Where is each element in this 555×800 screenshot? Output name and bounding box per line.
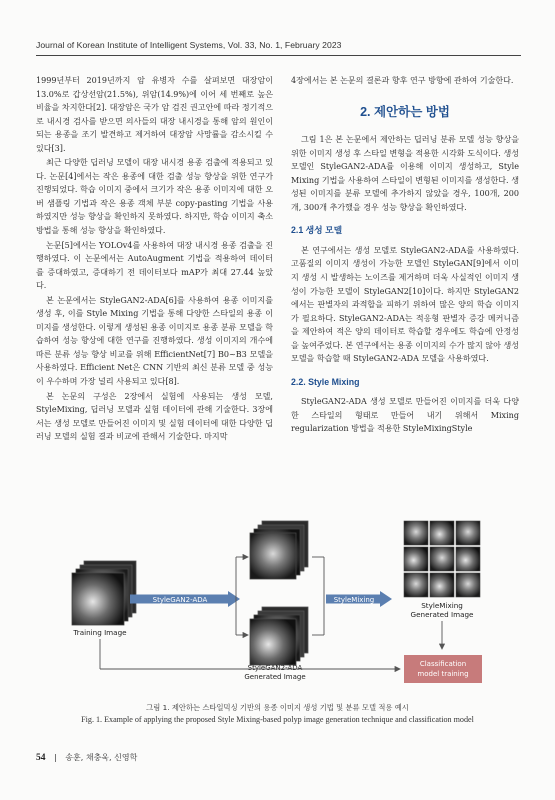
- classification-label-line1: Classification: [419, 660, 467, 668]
- stylemixing-image-grid: [404, 521, 480, 597]
- left-paragraph: 최근 다양한 딥러닝 모델이 대장 내시경 용종 검출에 적용되고 있다. 논문[4]에서는 작은 용종에 대한 검출 성능 향상을 위한 연구가 진행되었다. 학습 이미지 중에서 크기가 작은 용종 이미지에 대한 오버 샘플링 기법과 작은 용종 객체 부분 copy-pasting 기법을 사용하였지만 성능 향상을 확인하지 못하였다. 하지만, 학습 이미지 축소 방법을 통해 성능 향상을 확인하였다.: [36, 158, 273, 236]
- mixing-label-line2: Generated Image: [410, 610, 474, 619]
- generated-label-line1: StyleGAN2-ADA: [247, 664, 303, 672]
- footer-authors: 송훈, 채충욱, 신영학: [65, 753, 138, 762]
- page-number: 54: [36, 753, 46, 763]
- page-footer: 54 | 송훈, 채충욱, 신영학: [36, 753, 138, 763]
- subsection-paragraph: 본 연구에서는 생성 모델로 StyleGAN2-ADA를 사용하였다. 고품질의 이미지 생성이 가능한 모델인 StyleGAN[9]에서 이미지 생성 시 발생하는 노이즈를 제거하며 더욱 사실적인 이미지 생성이 가능한 모델이 StyleGAN2[10]이다. 하지만 StyleGAN2에서는 판별자의 과적합을 피하기 위하여 많은 양의 학습 이미지가 필요하다. StyleGAN2-ADA는 적응형 판별자 증강 메커니즘을 제안하여 적은 양의 데이터로 학습할 경우에도 학습에 안정성을 높여주었다. 본 연구에서는 용종 이미지의 수가 많지 않아 생성 모델을 학습할 때 StyleGAN2-ADA 모델을 사용하였다.: [291, 245, 519, 364]
- stylemixing-arrow-label: StyleMixing: [333, 596, 375, 604]
- training-image-label: Training Image: [73, 628, 127, 637]
- stylegan-arrow-label: StyleGAN2-ADA: [152, 596, 208, 604]
- figure-caption-english: Fig. 1. Example of applying the proposed Style Mixing-based polyp image generation technique and classification model: [81, 715, 474, 724]
- subsection-paragraph: StyleGAN2-ADA 생성 모델로 만들어진 이미지를 더욱 다양한 스타일의 형태로 만들어 내기 위해서 Mixing regularization 방법을 적용한 StyleMixingStyle: [291, 397, 519, 434]
- classification-label-line2: model training: [417, 670, 469, 678]
- left-paragraph: 본 논문에서는 StyleGAN2-ADA[6]를 사용하여 용종 이미지를 생성 후, 이를 Style Mixing 기법을 통해 다양한 스타일의 용종 이미지를 생성한다. 이렇게 생성된 용종 이미지로 용종 분류 모델을 학습하여 성능 향상에 대한 연구를 진행하였다. 생성 이미지의 개수에 따른 분류 성능 향상 비교를 위해 EfficientNet[7] B0~B3 모델을 사용하였다. Efficient Net은 CNN 기반의 최신 분류 모델 중 성능이 우수하며 가장 널리 사용되고 있다[8].: [36, 295, 273, 387]
- header-divider: [36, 55, 521, 56]
- left-column: [36, 74, 273, 445]
- generated-label-line2: Generated Image: [244, 673, 306, 681]
- figure-caption-korean: 그림 1. 제안하는 스타일믹싱 기반의 용종 이미지 생성 기법 및 분류 모델 적용 예시: [146, 703, 409, 712]
- left-paragraph: 1999년부터 2019년까지 암 유병자 수를 살펴보면 대장암이 13.0%로 갑상선암(21.5%), 위암(14.9%)에 이어 세 번째로 높은 비율을 차지한다[2]. 대장암은 국가 암 검진 권고안에 따라 정기적으로 내시경 검사를 받으면 의사들의 대장 내시경을 통해 암의 원인이 되는 용종을 조기 발견하고 제거하여 대장암 사망률을 감소시킬 수 있다[3].: [36, 76, 273, 153]
- subsection-title: 2.1 생성 모델: [291, 225, 343, 236]
- stylegan-arrowhead: [228, 591, 240, 607]
- subsection-title: 2.2. Style Mixing: [291, 376, 360, 387]
- right-column: [291, 74, 519, 437]
- generated-image-stack-top: [250, 521, 308, 579]
- method-figure: [70, 517, 490, 697]
- stylemixing-arrowhead: [380, 591, 392, 607]
- left-paragraph: 본 논문의 구성은 2장에서 실험에 사용되는 생성 모델, StyleMixing, 딥러닝 모델과 실험 데이터에 관해 기술한다. 3장에서는 생성 모델로 만들어진 이미지 및 실험 데이터에 대한 다양한 딥러닝 모델의 실험 결과 비교에 관해서 기술한다. 마지막: [36, 391, 273, 442]
- right-intro: 4장에서는 본 논문의 결론과 향후 연구 방향에 관하여 기술한다.: [291, 76, 514, 85]
- generated-image-stack-bottom: [250, 607, 308, 665]
- training-image-stack: [72, 561, 136, 625]
- mixing-label-line1: StyleMixing: [421, 601, 463, 610]
- left-paragraph: 논문[5]에서는 YOLOv4를 사용하여 대장 내시경 용종 검출을 진행하였다. 이 논문에서는 AutoAugment 기법을 적용하여 데이터를 증대하였고, 증대하기 전 데이터보다 mAP가 최대 27.44 높았다.: [36, 240, 273, 291]
- section-paragraph: 그림 1은 본 논문에서 제안하는 딥러닝 분류 모델 성능 향상을 위한 이미지 생성 후 스타일 변형을 적용한 시각화 도식이다. 생성 모델인 StyleGAN2-ADA를 이용해 이미지 생성하고, Style Mixing 기법을 사용하여 스타일이 변형된 이미지를 생성한다. 생성된 이미지를 분류 모델에 추가하지 않았을 경우, 100개, 200개, 300개 추가했을 경우 성능 향상을 확인하였다.: [291, 135, 519, 212]
- journal-header: Journal of Korean Institute of Intelligent Systems, Vol. 33, No. 1, February 2023: [36, 40, 342, 50]
- section-title: 2. 제안하는 방법: [360, 104, 450, 119]
